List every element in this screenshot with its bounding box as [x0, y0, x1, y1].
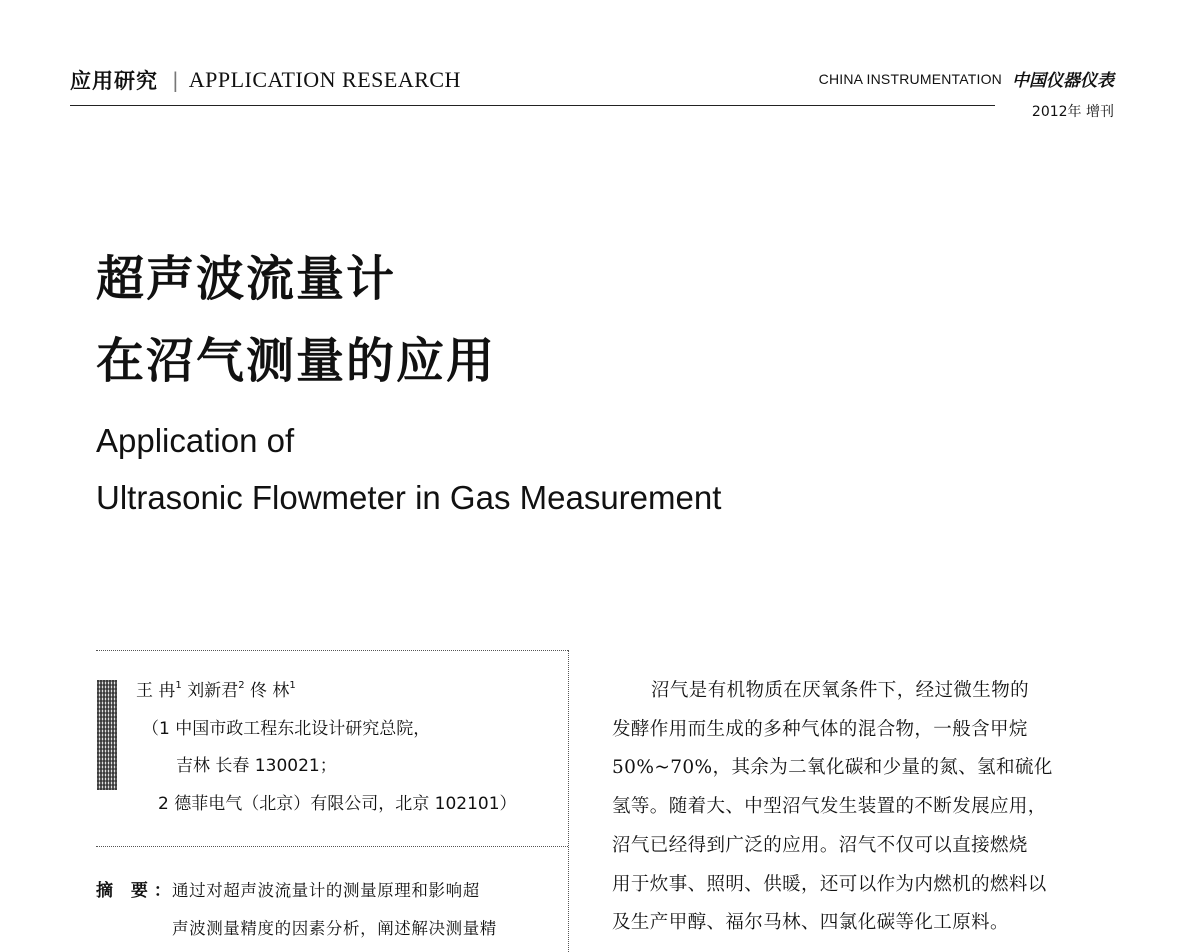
affiliation-1-address: 吉林 长春 130021； — [176, 756, 337, 776]
author-affiliation-mark: 2 — [238, 680, 245, 691]
column-divider — [568, 650, 569, 952]
author-name: 刘新君 — [187, 681, 239, 701]
author-list — [136, 681, 296, 700]
affiliation-2: 2 德菲电气（北京）有限公司，北京 102101） — [158, 794, 517, 814]
author-affiliation-mark: 1 — [175, 680, 182, 691]
author-name: 王 冉 — [136, 681, 176, 701]
abstract-line: 声波测量精度的因素分析，阐述解决测量精 — [172, 919, 497, 938]
body-line: 用于炊事、照明、供暖，还可以作为内燃机的燃料以 — [612, 874, 1047, 895]
journal-logo-cn: 中国仪器仪表 — [1012, 71, 1114, 91]
title-cn-line-2: 在沼气测量的应用 — [96, 333, 497, 389]
info-box-mid-rule — [96, 846, 568, 847]
author-affiliation-mark: 1 — [289, 680, 296, 691]
barcode-image — [97, 680, 117, 790]
body-line: 沼气已经得到广泛的应用。沼气不仅可以直接燃烧 — [612, 835, 1028, 856]
body-line: 沼气是有机物质在厌氧条件下，经过微生物的 — [651, 680, 1030, 701]
info-box-top-rule — [96, 650, 568, 651]
title-en-line-1: Application of — [96, 422, 295, 459]
journal-masthead — [819, 66, 1114, 121]
title-en-line-2: Ultrasonic Flowmeter in Gas Measurement — [96, 479, 722, 516]
author-name: 佟 林 — [249, 681, 290, 701]
section-title-cn: 应用研究 — [70, 69, 158, 93]
affiliation-1: （1 中国市政工程东北设计研究总院， — [142, 719, 431, 739]
section-header — [70, 64, 461, 96]
body-line: 50%~70%，其余为二氧化碳和少量的氮、氢和硫化 — [612, 757, 1053, 778]
section-separator: | — [172, 68, 179, 92]
issue-label: 2012年 增刊 — [1031, 104, 1114, 120]
title-cn-line-1: 超声波流量计 — [96, 251, 397, 307]
body-line: 发酵作用而生成的多种气体的混合物，一般含甲烷 — [612, 719, 1028, 740]
body-line: 氢等。随着大、中型沼气发生装置的不断发展应用， — [612, 796, 1047, 817]
body-line: 及生产甲醇、福尔马林、四氯化碳等化工原料。 — [612, 912, 1009, 933]
abstract-line: 通过对超声波流量计的测量原理和影响超 — [172, 881, 480, 900]
abstract-label: 摘 要： — [96, 881, 177, 901]
journal-name-en: CHINA INSTRUMENTATION — [818, 70, 1002, 87]
section-title-en: APPLICATION RESEARCH — [188, 67, 461, 92]
